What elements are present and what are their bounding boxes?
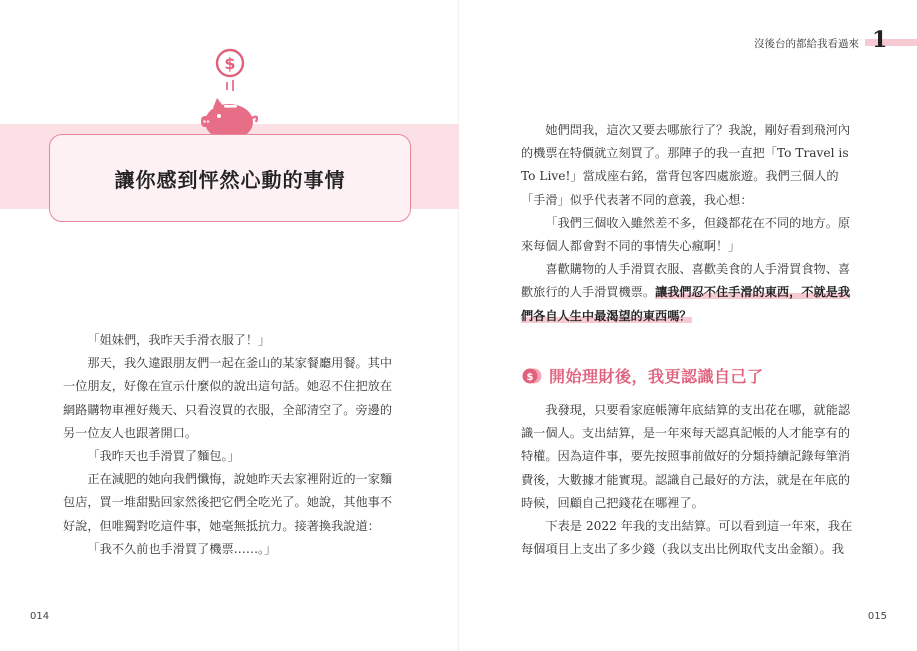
dollar-coin-icon: [521, 367, 543, 385]
running-title: 沒後台的都給我看過來: [754, 38, 859, 50]
page-number-right: 015: [867, 611, 887, 622]
chapter-title: 讓你感到怦然心動的事情: [114, 167, 346, 192]
paragraph: 「姐妹們，我昨天手滑衣服了！」: [87, 333, 271, 347]
highlighted-text: 讓我們忍不住手滑的東西，不就是我們各自人生中最渴望的東西嗎？: [521, 285, 851, 323]
left-body-text: [63, 329, 393, 561]
paragraph: 「我昨天也手滑買了麵包。」: [87, 449, 240, 464]
paragraph: 我發現，只要看家庭帳簿年底結算的支出花在哪，就能認識一個人。支出結算，是一年來每天認真記帳的人才能享有的特權。因為這件事，要先按照事前做好的分類持續記錄每筆消費後，大數據才能實現。認識自己最好的方法，就是在年底的時候，回顧自己把錢花在哪裡了。: [521, 403, 851, 510]
chapter-title-box: [49, 134, 411, 222]
right-page: [459, 0, 917, 651]
paragraph: 「我不久前也手滑買了機票……。」: [87, 541, 277, 556]
paragraph: 下表是 2022 年我的支出結算。可以看到這一年來，我在每個項目上支出了多少錢（我以支出比例取代支出金額）。我: [521, 519, 853, 557]
section-heading-row: [521, 364, 764, 387]
paragraph-text: 喜歡購物的人手滑買衣服、喜歡美食的人手滑買食物、喜歡旅行的人手滑買機票。: [521, 262, 851, 300]
paragraph: 她們問我，這次又要去哪旅行了？我說，剛好看到飛河內的機票在特價就立刻買了。那陣子的我一直把「To Travel is To Live!」當成座右銘，當背包客四處旅遊。我們三個人的「手滑」似乎代表著不同的意義，我心想：: [521, 123, 851, 207]
paragraph-emphasis: [521, 258, 857, 328]
right-body-text-bottom: [521, 399, 857, 561]
page-number-left: 014: [30, 611, 50, 622]
chapter-number: 1: [872, 27, 888, 53]
svg-text:$: $: [224, 54, 236, 73]
paragraph: 「我們三個收入雖然差不多，但錢都花在不同的地方。原來每個人都會對不同的事情失心瘋啊！」: [521, 215, 851, 254]
right-body-text-top: [521, 119, 857, 328]
paragraph: 正在減肥的她向我們懺悔，說她昨天去家裡附近的一家麵包店，買一堆甜點回家然後把它們全吃光了。她說，其他事不好說，但唯獨對吃這件事，她毫無抵抗力。接著換我說道：: [63, 472, 393, 533]
paragraph: 那天，我久違跟朋友們一起在釜山的某家餐廳用餐。其中一位朋友，好像在宣示什麼似的說出這句話。她忍不住把放在網路購物車裡好幾天、只看沒買的衣服，全部清空了。旁邊的另一位友人也跟著開口。: [63, 356, 393, 440]
section-heading: 開始理財後，我更認識自己了: [549, 367, 764, 386]
svg-text:$: $: [526, 371, 534, 383]
